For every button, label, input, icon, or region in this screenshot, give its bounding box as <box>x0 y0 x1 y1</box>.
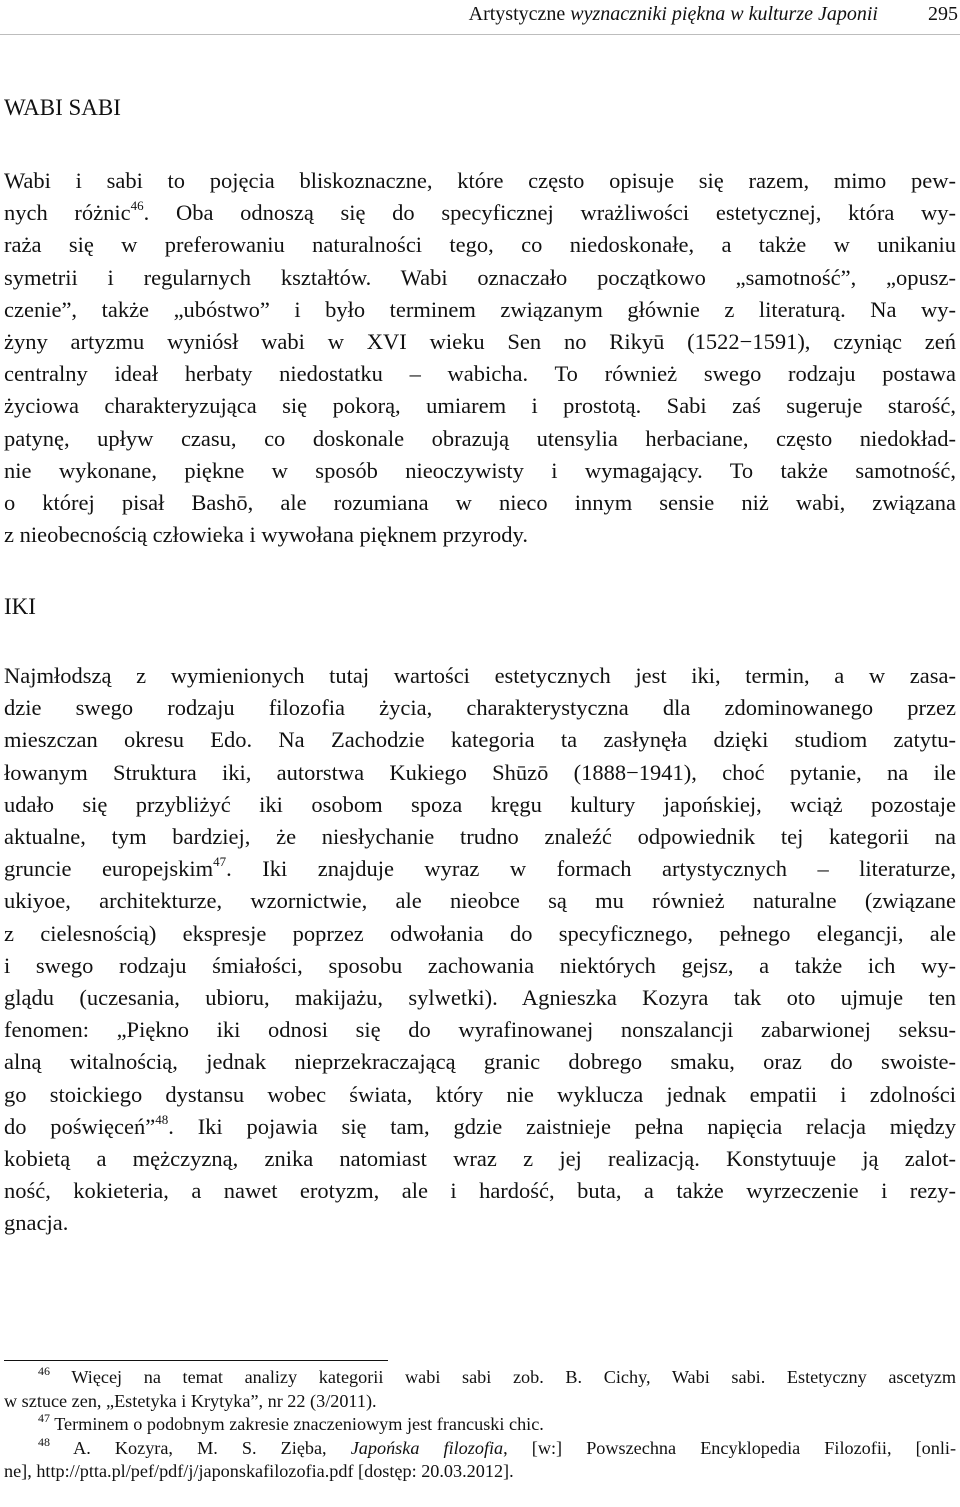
footnote-line: $^{47}$ Terminem o podobnym zakresie znaczeniowym jest francuski chic. <box>38 1411 544 1434</box>
text-line: żyny artyzmu wyniósł wabi w XVI wieku Sen no Rikyū (1522−1591), czyniąc zeń <box>4 329 956 355</box>
text-line: symetrii i regularnych kształtów. Wabi oznaczało początkowo „samotność”, „opusz- <box>4 264 956 290</box>
running-title <box>469 0 878 28</box>
footnote-47 <box>4 1413 956 1437</box>
text-line: czenie”, także „ubóstwo” i było terminem związanym głównie z literaturą. Na wy- <box>4 296 956 322</box>
running-header <box>0 0 960 35</box>
footnote-line: $^{48}$ A. Kozyra, M. S. Zięba, Japońska filozofia, [w:] Powszechna Encyklopedia Filozofii, [onli- <box>38 1434 956 1458</box>
footnote-number: 48 <box>38 1434 50 1449</box>
text-line: glądu (uczesania, ubioru, makijażu, sylwetki). Agnieszka Kozyra tak oto ujmuje ten <box>4 985 956 1011</box>
section-heading-wabi-sabi: WABI SABI <box>4 95 121 120</box>
footnote-ref-48: 48 <box>155 1111 169 1127</box>
text-line: gnacja. <box>4 1210 69 1236</box>
text-line: raża się w preferowaniu naturalności tego, co niedoskonałe, a także w unikaniu <box>4 232 956 258</box>
paragraph-wabi-sabi <box>4 165 956 551</box>
text-line: kobietą a mężczyzną, znika natomiast wraz z jej realizacją. Konstytuuje ją zalot- <box>4 1146 956 1172</box>
text-line: alną witalnością, jednak nieprzekraczającą granic dobrego smaku, oraz do swoiste- <box>4 1049 956 1075</box>
section-heading-iki: IKI <box>4 594 36 619</box>
footnote-number: 47 <box>38 1411 50 1425</box>
footnote-line: $^{46}$ Więcej na temat analizy kategorii wabi sabi zob. B. Cichy, Wabi sabi. Estetyczny ascetyzm <box>38 1364 957 1387</box>
text-line: ukiyoe, architekturze, wzornictwie, ale nieobce są mu również naturalne (związane <box>4 888 956 914</box>
text-line: o której pisał Bashō, ale rozumiana w nieco innym sensie niż wabi, związana <box>4 490 956 516</box>
text-line: udało się przybliżyć iki osobom spoza kręgu kultury japońskiej, wciąż pozostaje <box>4 791 956 817</box>
paragraph-iki <box>4 660 956 1240</box>
footnote-46 <box>4 1366 956 1413</box>
footnote-48 <box>4 1434 956 1484</box>
footnote-line: ne], http://ptta.pl/pef/pdf/j/japonskafilozofia.pdf [dostęp: 20.03.2012]. <box>4 1461 514 1481</box>
text-line: z cielesnością) ekspresje poprzez odwołania do specyficznego, pełnego elegancji, ale <box>4 920 956 946</box>
text-line: go stoickiego dystansu wobec świata, który nie wyklucza jednak empatii i zdolności <box>4 1081 956 1107</box>
text-line: Wabi i sabi to pojęcia bliskoznaczne, które często opisuje się razem, mimo pew- <box>4 168 956 193</box>
footnote-line: w sztuce zen, „Estetyka i Krytyka”, nr 22 (3/2011). <box>4 1390 377 1411</box>
text-line: centralny ideał herbaty niedostatku – wabicha. To również swego rodzaju postawa <box>4 361 956 387</box>
text-line: łowanym Struktura iki, autorstwa Kukiego Shūzō (1888−1941), choć pytanie, na ile <box>4 759 956 785</box>
text-line: mieszczan okresu Edo. Na Zachodzie kategoria ta zasłynęła dzięki studiom zatytu- <box>4 727 956 753</box>
footnote-ref-47: 47 <box>213 854 227 870</box>
text-line: do poświęceń”$^{48}$. Iki pojawia się tam, gdzie zaistnieje pełna napięcia relacja między <box>4 1111 956 1139</box>
running-title-plain: Artystyczne <box>468 3 571 25</box>
text-line: i swego rodzaju śmiałości, sposobu zachowania niektórych gejsz, a także ich wy- <box>4 952 956 978</box>
text-line: ność, kokieteria, a nawet erotyzm, ale i hardość, buta, a także wyrzeczenie i rezy- <box>4 1178 956 1204</box>
text-line: z nieobecnością człowieka i wywołana pięknem przyrody. <box>4 522 528 548</box>
text-line: fenomen: „Piękno iki odnosi się do wyrafinowanej nonszalancji zabarwionej seksu- <box>4 1017 956 1043</box>
footnote-number: 46 <box>38 1364 50 1378</box>
footnotes <box>4 1366 956 1484</box>
text-line: aktualne, tym bardziej, że niesłychanie trudno znaleźć odpowiednik tej kategorii na <box>4 824 956 850</box>
text-line: nych różnic$^{46}$. Oba odnoszą się do specyficznej wrażliwości estetycznej, która wy- <box>4 198 956 226</box>
page-number: 295 <box>928 3 958 25</box>
text-line: życiowa charakteryzująca się pokorą, umiarem i prostotą. Sabi zaś sugeruje starość, <box>4 393 956 419</box>
text-line: Najmłodszą z wymienionych tutaj wartości estetycznych jest iki, termin, a w zasa- <box>4 663 956 688</box>
footnote-separator <box>4 1360 388 1361</box>
text-line: nie wykonane, piękne w sposób nieoczywisty i wymagający. To także samotność, <box>4 457 956 483</box>
text-line: dzie swego rodzaju filozofia życia, charakterystyczna dla zdominowanego przez <box>4 695 956 721</box>
text-line: patynę, upływ czasu, co doskonale obrazują utensylia herbaciane, często niedokład- <box>4 425 956 451</box>
text-line: gruncie europejskim$^{47}$. Iki znajduje wyraz w formach artystycznych – literaturze, <box>4 854 956 882</box>
running-title-italic: wyznaczniki piękna w kulturze Japonii <box>570 3 878 25</box>
footnote-ref-46: 46 <box>130 198 144 214</box>
